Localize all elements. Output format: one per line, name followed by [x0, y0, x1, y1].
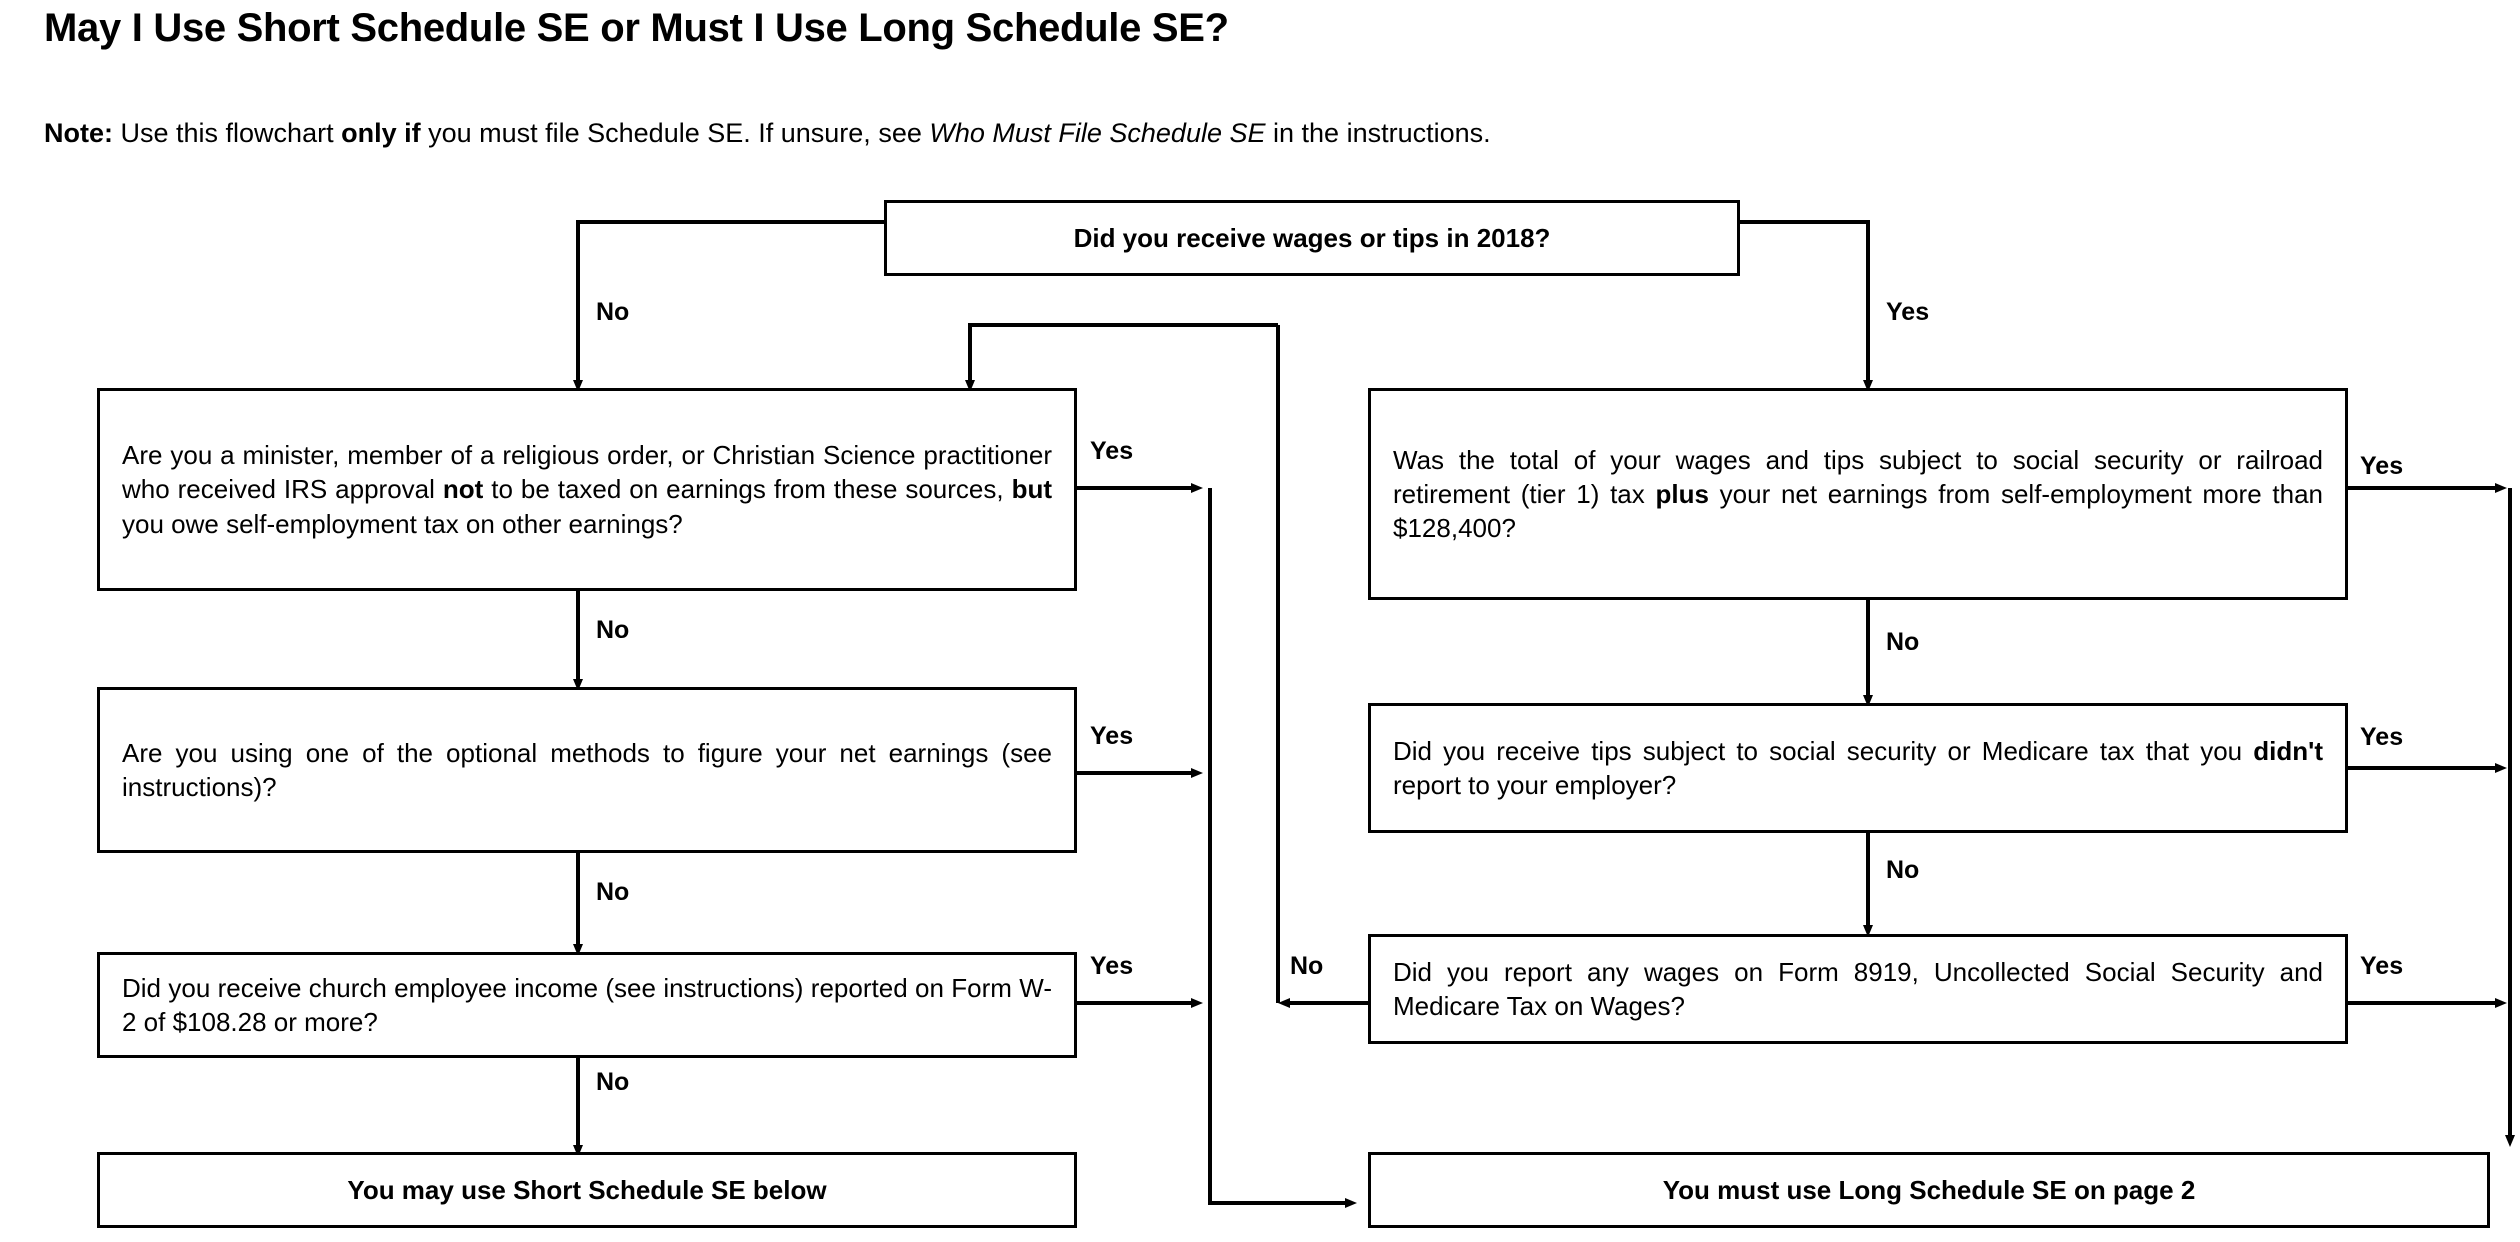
- page-title: May I Use Short Schedule SE or Must I Use Long Schedule SE?: [44, 6, 1229, 50]
- box-unreported-tips: Did you receive tips subject to social security or Medicare tax that you didn't report to your employer?: [1368, 703, 2348, 833]
- box-wages-tips-total: Was the total of your wages and tips subject to social security or railroad retirement (tier 1) tax plus your net earnings from self-employment more than $128,400?: [1368, 388, 2348, 600]
- label-optional-no: No: [596, 878, 630, 906]
- note-bold-1: only if: [341, 118, 421, 148]
- label-minister-no: No: [596, 616, 630, 644]
- note-italic-1: Who Must File Schedule SE: [929, 118, 1266, 148]
- label-minister-yes: Yes: [1090, 437, 1134, 465]
- label-tips-yes: Yes: [2360, 723, 2404, 751]
- note-label: Note:: [44, 118, 113, 148]
- box-result-long: You must use Long Schedule SE on page 2: [1368, 1152, 2490, 1228]
- box-church-income: Did you receive church employee income (see instructions) reported on Form W-2 of $108.28 or more?: [97, 952, 1077, 1058]
- note-text-2: you must file Schedule SE. If unsure, see: [420, 118, 930, 148]
- label-tips-no: No: [1886, 856, 1920, 884]
- box-form-8919: Did you report any wages on Form 8919, Uncollected Social Security and Medicare Tax on Wages?: [1368, 934, 2348, 1044]
- label-start-no: No: [596, 298, 630, 326]
- box-minister: Are you a minister, member of a religious order, or Christian Science practitioner who received IRS approval not to be taxed on earnings from these sources, but you owe self-employment tax on other earnings?: [97, 388, 1077, 591]
- box-result-short: You may use Short Schedule SE below: [97, 1152, 1077, 1228]
- label-form8919-no: No: [1290, 952, 1324, 980]
- label-church-yes: Yes: [1090, 952, 1134, 980]
- label-form8919-yes: Yes: [2360, 952, 2404, 980]
- note-text-3: in the instructions.: [1265, 118, 1491, 148]
- box-optional-methods: Are you using one of the optional methods to figure your net earnings (see instructions)?: [97, 687, 1077, 853]
- label-total-yes: Yes: [2360, 452, 2404, 480]
- label-start-yes: Yes: [1886, 298, 1930, 326]
- label-church-no: No: [596, 1068, 630, 1096]
- label-total-no: No: [1886, 628, 1920, 656]
- note-text-1: Use this flowchart: [113, 118, 342, 148]
- box-start: Did you receive wages or tips in 2018?: [884, 200, 1740, 276]
- label-optional-yes: Yes: [1090, 722, 1134, 750]
